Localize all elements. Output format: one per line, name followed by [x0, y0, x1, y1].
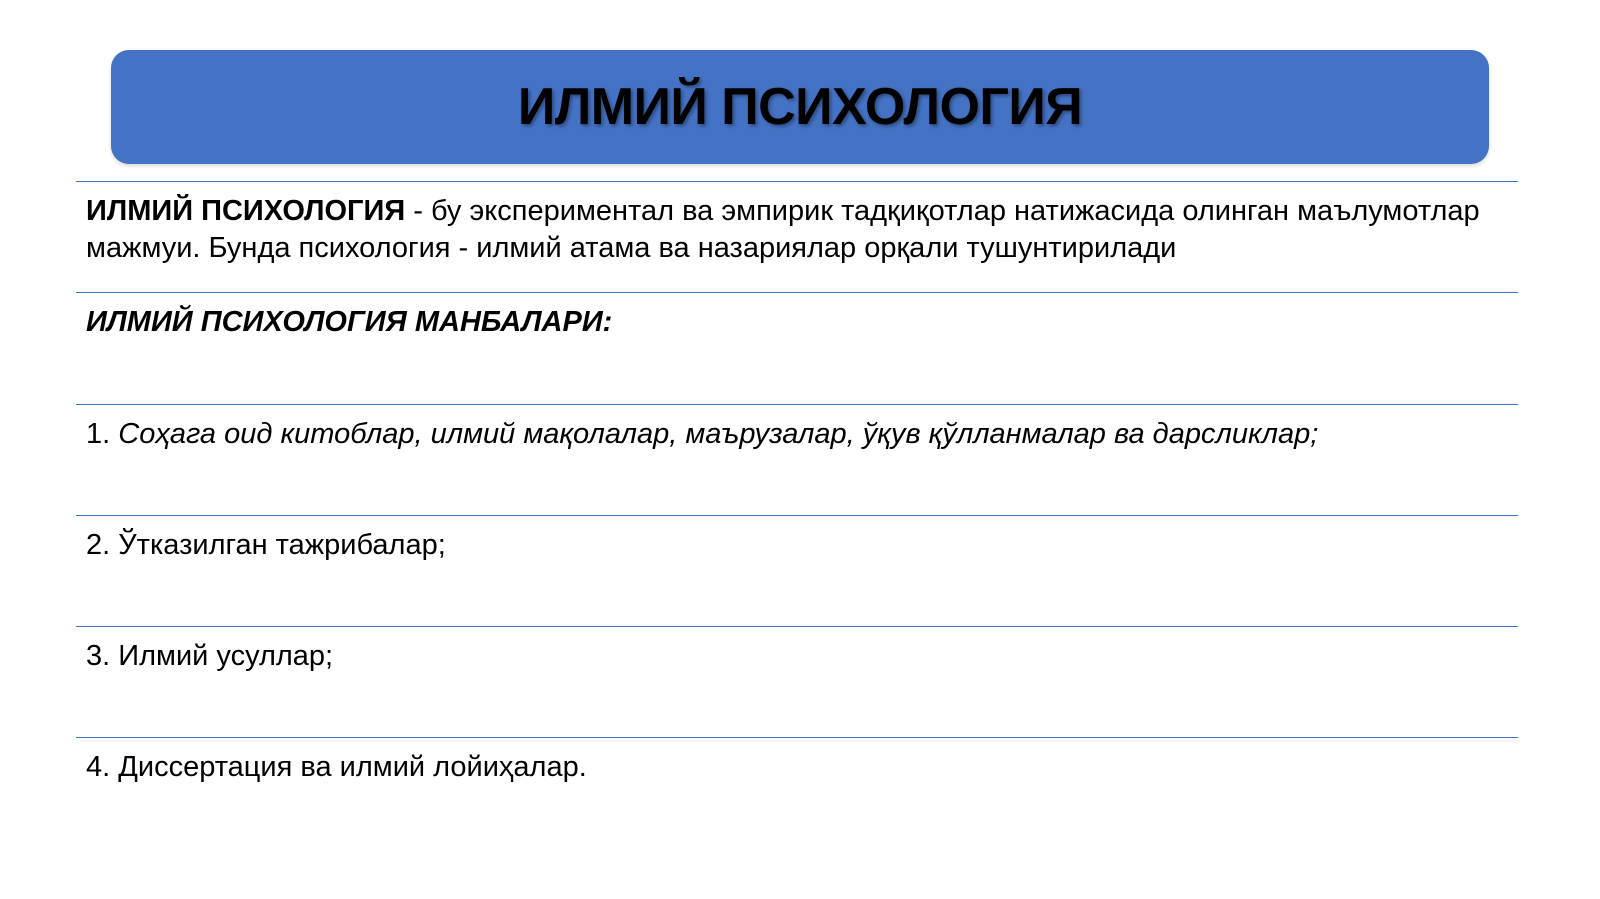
list-item-text: Илмий усуллар; — [118, 640, 334, 672]
list-item — [76, 515, 1518, 564]
definition-text: - бу экспериментал ва эмпирик тадқиқотлар натижасида олинган маълумотлар мажмуи. Бунда психология - илмий атама ва назариялар орқали тушунтирилади — [86, 195, 1480, 264]
list-item — [76, 626, 1518, 675]
list-item-number: 1. — [86, 418, 119, 450]
list-item — [76, 737, 1518, 786]
list-item-number: 3. — [86, 640, 119, 672]
sources-heading: ИЛМИЙ ПСИХОЛОГИЯ МАНБАЛАРИ: — [86, 306, 613, 338]
list-item — [76, 404, 1518, 453]
list-item-text: Ўтказилган тажрибалар; — [118, 529, 446, 561]
list-item-text: Диссертация ва илмий лойиҳалар. — [118, 751, 587, 783]
page-title: ИЛМИЙ ПСИХОЛОГИЯ — [517, 78, 1083, 136]
list-item-number: 2. — [86, 529, 119, 561]
definition-paragraph — [76, 181, 1518, 267]
title-banner — [111, 50, 1489, 164]
sources-heading-row — [76, 292, 1518, 341]
definition-term: ИЛМИЙ ПСИХОЛОГИЯ — [86, 195, 406, 227]
list-item-text: Соҳага оид китоблар, илмий мақолалар, маърузалар, ўқув қўлланмалар ва дарсликлар; — [118, 418, 1319, 450]
list-item-number: 4. — [86, 751, 119, 783]
